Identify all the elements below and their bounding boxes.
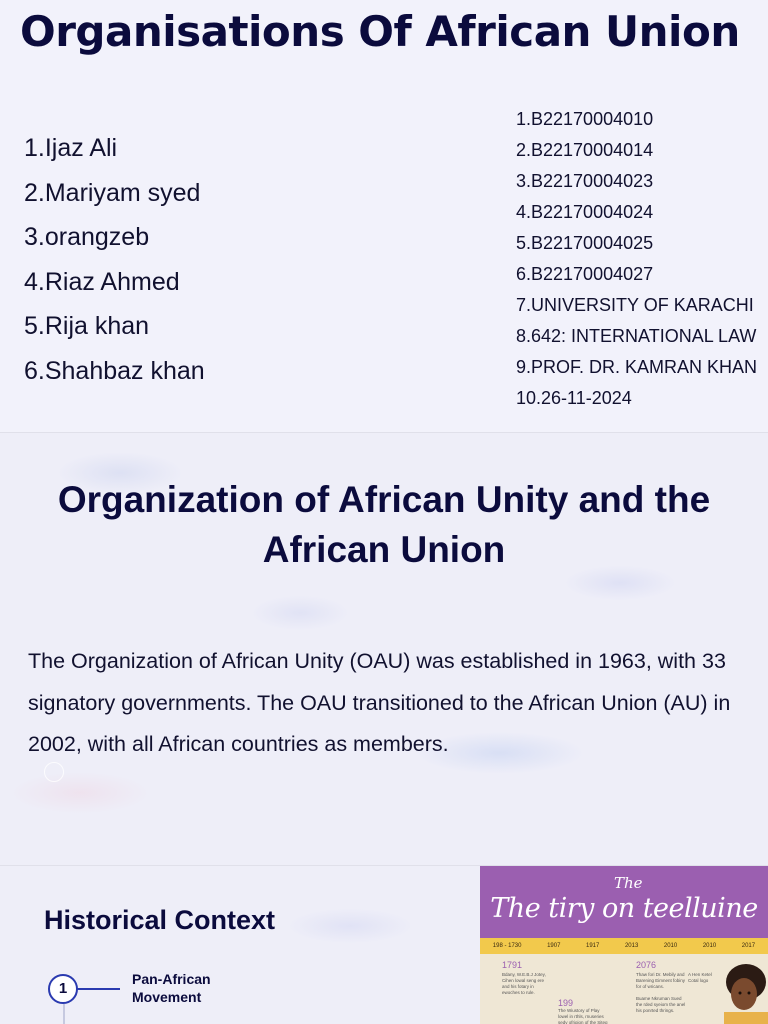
section-title: Organization of African Unity and the African Union — [57, 479, 711, 570]
page-title: Organisations Of African Union — [20, 7, 740, 56]
poster-entry-year: 2076 — [636, 960, 657, 970]
member-item: 2.Mariyam syed — [24, 178, 201, 207]
ghost-circle-icon — [44, 762, 64, 782]
slide-title-members — [0, 0, 768, 433]
poster-year: 2010 — [702, 943, 717, 949]
detail-item: 7.UNIVERSITY OF KARACHI — [516, 295, 754, 315]
timeline-step-number: 1 — [48, 974, 78, 1004]
poster-entry-year: 199 — [558, 998, 574, 1008]
poster-small-title: The — [614, 874, 643, 892]
poster-entry-text: Bdany, W.E.B.J Jotey, Cihen lowal seng ere and his fotary in ewoches to rule. — [502, 972, 546, 995]
detail-item: 1.B22170004010 — [516, 109, 654, 129]
member-list — [24, 126, 205, 394]
member-item: 5.Rija khan — [24, 312, 150, 341]
detail-item: 9.PROF. DR. KAMRAN KHAN — [516, 357, 758, 377]
detail-item: 3.B22170004023 — [516, 171, 654, 191]
poster-entry-text: Thaw fori Dr. Mebily and Barening Eimnent fobiny for of wricans. — [636, 972, 686, 989]
member-item: 6.Shahbaz khan — [24, 356, 205, 385]
detail-item: 10.26-11-2024 — [516, 388, 632, 408]
detail-list — [516, 104, 757, 414]
poster-year: 2017 — [741, 943, 756, 949]
timeline-step-label: Pan-African Movement — [132, 971, 211, 1005]
poster-entry-text: Buame Nkruman Sued the rded syeiom the anel his ponrted thrings. — [636, 996, 686, 1013]
slide-oau-au — [0, 433, 768, 866]
timeline-poster-image — [480, 866, 768, 1024]
detail-item: 6.B22170004027 — [516, 264, 654, 284]
poster-entry-year: 1791 — [502, 960, 523, 970]
member-item: 3.orangzeb — [24, 223, 150, 252]
timeline-connector — [76, 988, 120, 990]
section-title: Historical Context — [44, 905, 276, 935]
timeline-line — [63, 1004, 65, 1024]
member-item: 1.Ijaz Ali — [24, 134, 118, 162]
detail-item: 8.642: INTERNATIONAL LAW — [516, 326, 757, 346]
poster-year: 2010 — [663, 943, 678, 949]
member-item: 4.Riaz Ahmed — [24, 267, 180, 296]
poster-year: 1917 — [586, 943, 600, 949]
detail-item: 2.B22170004014 — [516, 140, 654, 160]
detail-item: 5.B22170004025 — [516, 233, 654, 253]
poster-year: 198 - 1730 — [492, 943, 522, 949]
detail-item: 4.B22170004024 — [516, 202, 654, 222]
poster-portrait-illustration — [718, 960, 768, 1024]
slide-historical-context — [0, 866, 768, 1024]
body-paragraph: The Organization of African Unity (OAU) was established in 1963, with 33 signatory governments. The OAU transitioned to the African Union (AU) in 2002, with all African countries as members. — [28, 649, 731, 756]
poster-year-bar — [480, 938, 768, 954]
poster-title: The tiry on teelluine — [490, 893, 758, 924]
poster-year: 1907 — [547, 943, 561, 949]
poster-year: 2013 — [624, 943, 639, 949]
poster-entry-text: The Wiustory of Play lowel in rthls, rnuseries sedy ofrigion of the Siteg — [558, 1008, 608, 1024]
poster-entry-text: A Hen Ketel Cotal logo — [688, 972, 712, 983]
